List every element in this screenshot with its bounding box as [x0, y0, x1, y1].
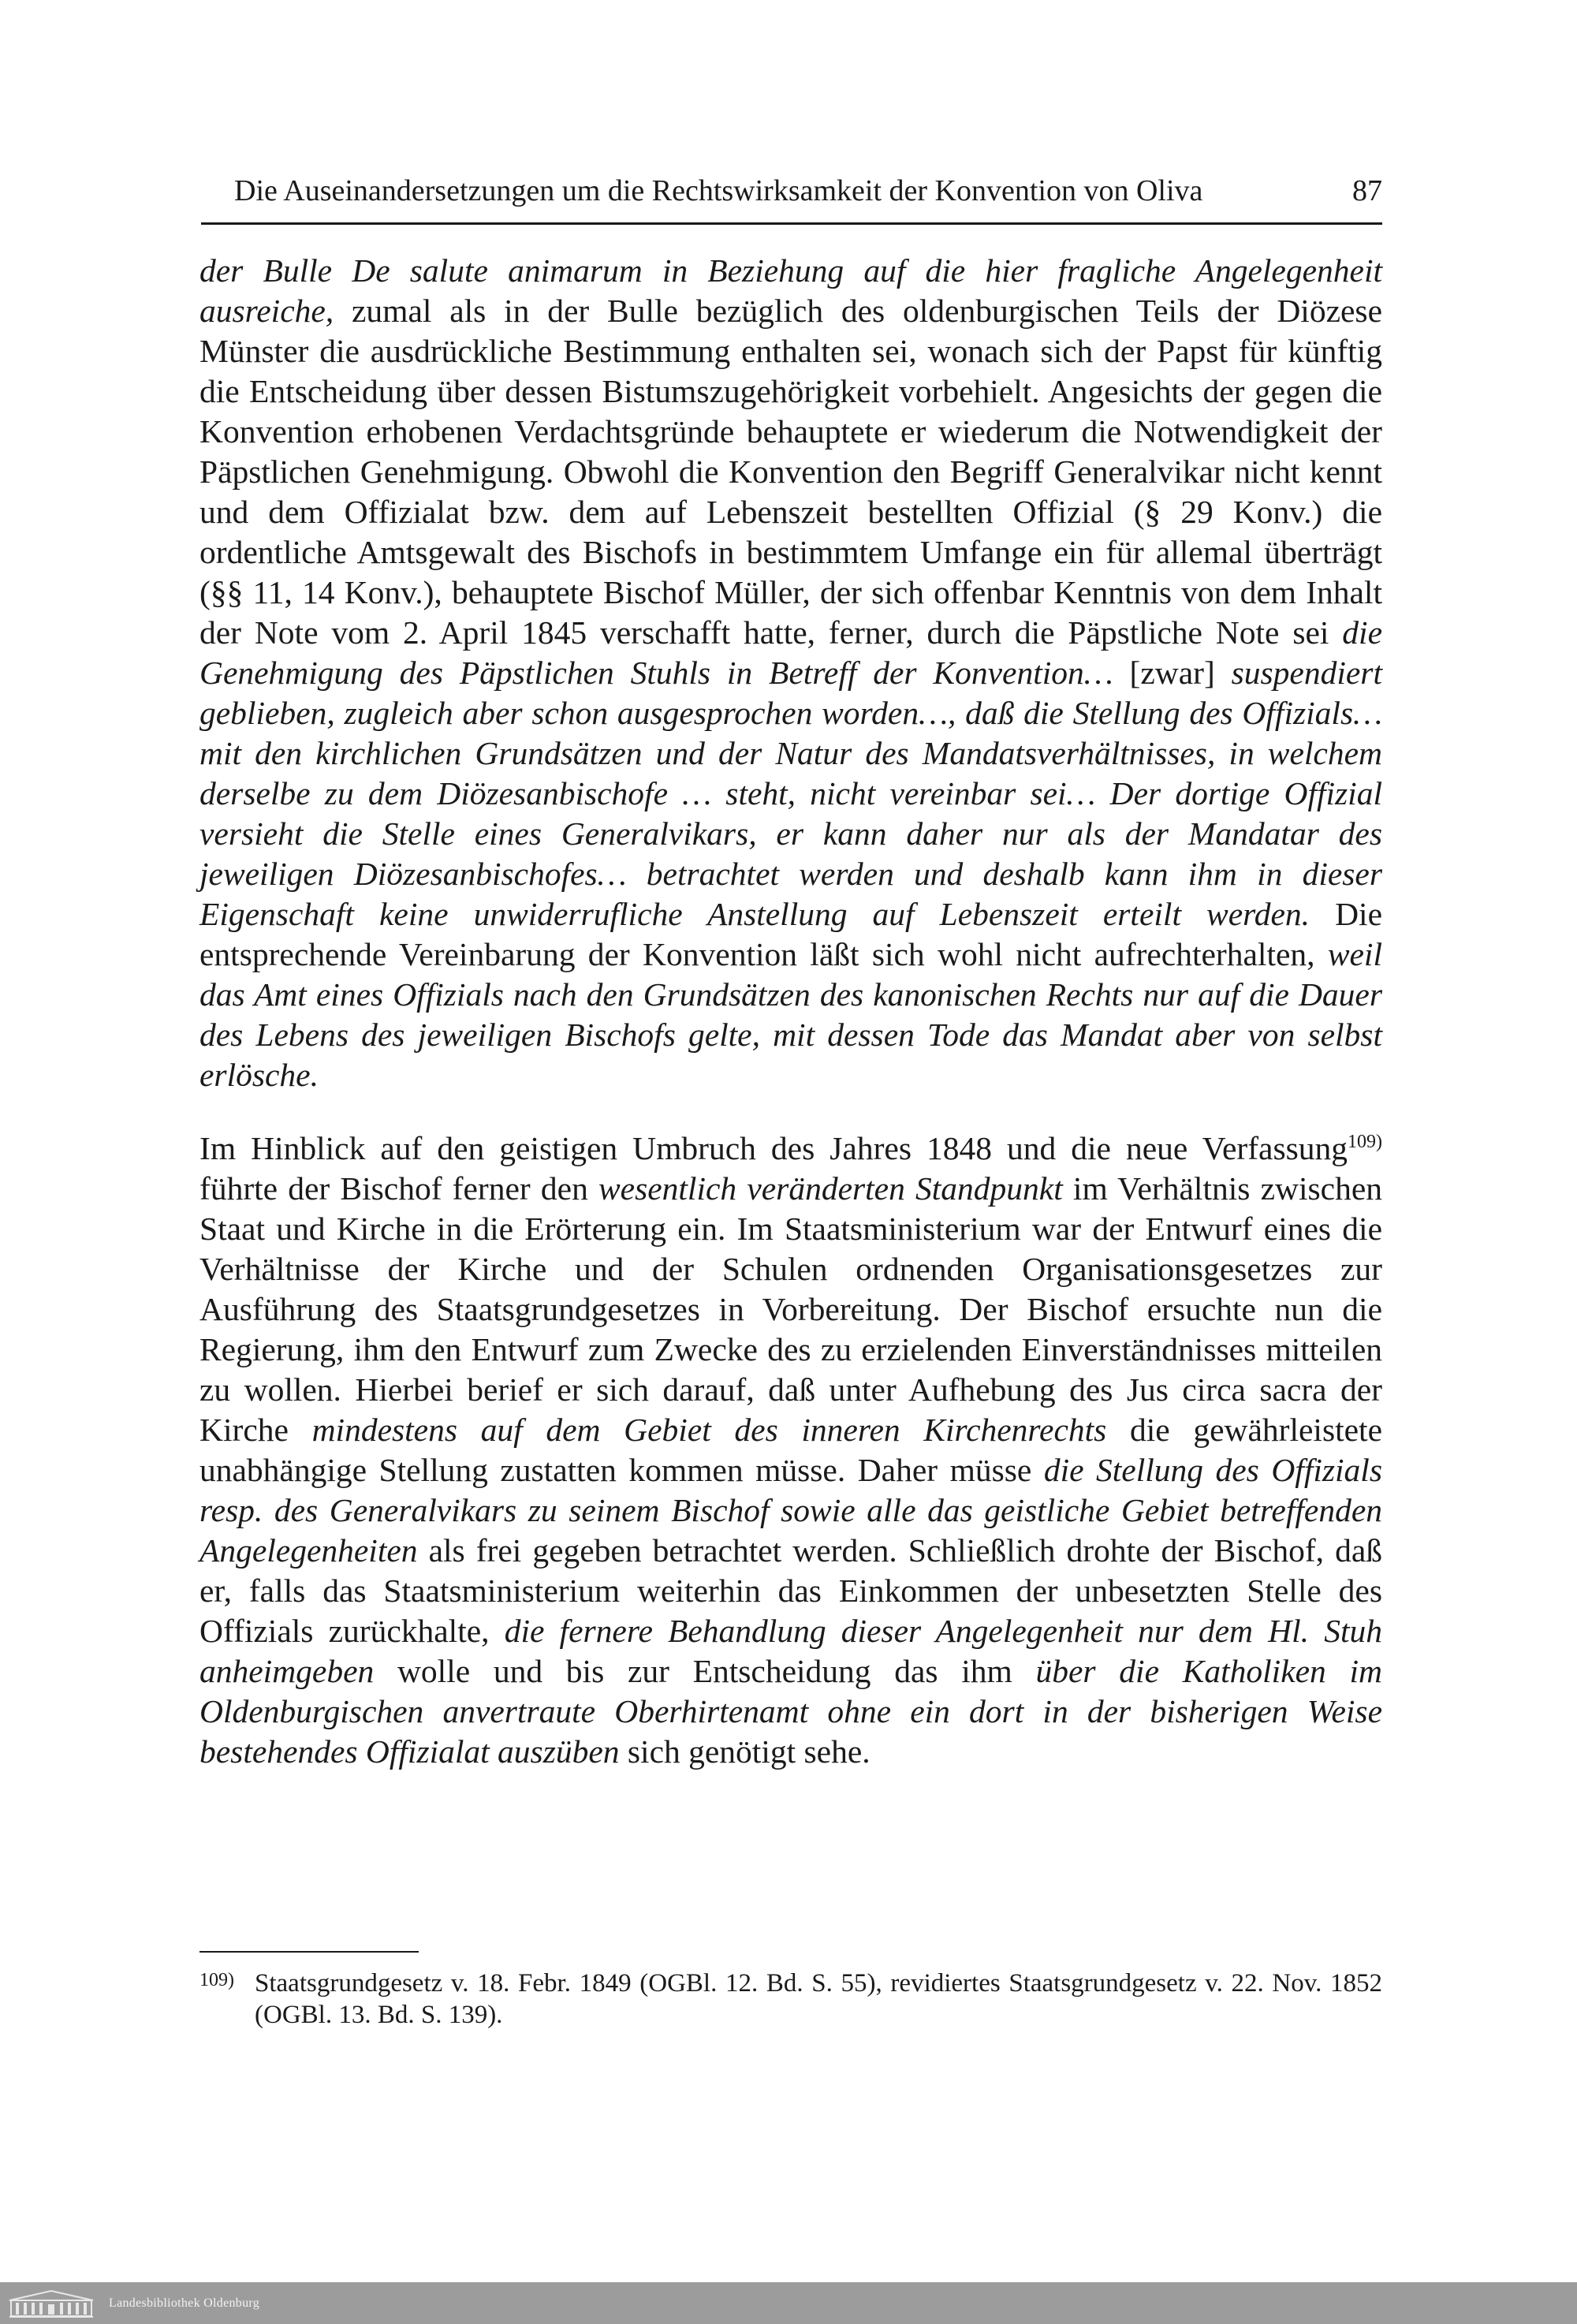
italic-quote: über die Katholiken im Oldenburgischen anvertraute Oberhirtenamt ohne ein dort in der bisherigen Weise bestehendes Offizialat auszüben	[199, 1653, 1382, 1770]
footnote	[199, 1968, 1382, 2031]
text-run: führte der Bischof ferner den	[199, 1170, 598, 1207]
text-run: [zwar]	[1113, 655, 1232, 691]
italic-quote: der Bulle De salute animarum in Beziehung auf die hier fragliche Angelegenheit ausreiche,	[199, 252, 1382, 329]
italic-quote: die Genehmigung des Päpstlichen Stuhls in Betreff der Konvention…	[199, 614, 1382, 691]
italic-quote: wesentlich veränderten Standpunkt	[598, 1170, 1063, 1207]
header-rule	[201, 222, 1382, 225]
running-head-title: Die Auseinandersetzungen um die Rechtswirksamkeit der Konvention von Oliva	[234, 174, 1203, 207]
text-run: Im Hinblick auf den geistigen Umbruch des Jahres 1848 und die neue Verfassung	[199, 1130, 1348, 1166]
text-run: im Verhältnis zwischen Staat und Kirche in die Erörterung ein. Im Staatsministerium war der Entwurf eines die Verhältnisse der Kirche und der Schulen ordnenden Organisationsgesetzes zur Ausführung des Staatsgrundgesetzes in Vorbereitung. Der Bischof ersuchte nun die Regierung, ihm den Entwurf zum Zwecke des zu erzielenden Einverständnisses mitteilen zu wollen. Hierbei berief er sich darauf, daß unter Aufhebung des Jus circa sacra der Kirche	[199, 1170, 1382, 1448]
italic-quote: die fernere Behandlung dieser Angelegenheit nur dem Hl. Stuh anheimgeben	[199, 1613, 1382, 1689]
paragraph-2	[199, 1128, 1382, 1772]
text-run: zumal als in der Bulle bezüglich des oldenburgischen Teils der Diözese Münster die ausdrückliche Bestimmung enthalten sei, wonach sich der Papst für künftig die Entscheidung über dessen Bistumszugehörigkeit vorbehielt. Angesichts der gegen die Konvention erhobenen Verdachtsgründe behauptete er wiederum die Notwendigkeit der Päpstlichen Genehmigung. Obwohl die Konvention den Begriff Generalvikar nicht kennt und dem Offizialat bzw. dem auf Lebenszeit bestellten Offizial (§ 29 Konv.) die ordentliche Amtsgewalt des Bischofs in bestimmtem Umfange ein für allemal überträgt (§§ 11, 14 Konv.), behauptete Bischof Müller, der sich offenbar Kenntnis von dem Inhalt der Note vom 2. April 1845 verschafft hatte, ferner, durch die Päpstliche Note sei	[199, 293, 1382, 651]
footnote-number: 109)	[199, 1970, 234, 1990]
footnote-reference: 109)	[1348, 1132, 1382, 1153]
body-text	[199, 251, 1382, 1772]
library-name: Landesbibliothek Oldenburg	[109, 2296, 260, 2310]
italic-quote: mindestens auf dem Gebiet des inneren Kirchenrechts	[311, 1412, 1107, 1448]
text-run: als frei gegeben betrachtet werden. Schließlich drohte der Bischof, daß er, falls das Staatsministerium weiterhin das Einkommen der unbesetzten Stelle des Offizials zurückhalte,	[199, 1532, 1382, 1649]
italic-quote: suspendiert geblieben, zugleich aber schon ausgesprochen worden…, daß die Stellung des Offizials… mit den kirchlichen Grundsätzen und der Natur des Mandatsverhältnisses, in welchem derselbe zu dem Diözesanbischofe … steht, nicht vereinbar sei… Der dortige Offizial versieht die Stelle eines Generalvikars, er kann daher nur als der Mandatar des jeweiligen Diözesanbischofes… betrachtet werden und deshalb kann ihm in dieser Eigenschaft keine unwiderrufliche Anstellung auf Lebenszeit erteilt werden.	[199, 655, 1382, 932]
footnote-rule	[199, 1951, 419, 1953]
library-footer-bar	[0, 2282, 1577, 2324]
footnote-text: Staatsgrundgesetz v. 18. Febr. 1849 (OGBl. 12. Bd. S. 55), revidiertes Staatsgrundgesetz v. 22. Nov. 1852 (OGBl. 13. Bd. S. 139).	[255, 1969, 1382, 2029]
paragraph-1	[199, 251, 1382, 1095]
text-run: die gewährleistete unabhängige Stellung zustatten kommen müsse. Daher müsse	[199, 1412, 1382, 1488]
library-building-icon	[6, 2288, 96, 2319]
page-number: 87	[1352, 174, 1382, 207]
text-run: sich genötigt sehe.	[619, 1733, 871, 1770]
text-run: wolle und bis zur Entscheidung das ihm	[374, 1653, 1036, 1689]
text-run: Die entsprechende Vereinbarung der Konvention läßt sich wohl nicht aufrechterhalten,	[199, 896, 1382, 972]
italic-quote: die Stellung des Offizials resp. des Generalvikars zu seinem Bischof sowie alle das geistliche Gebiet betreffenden Angelegenheiten	[199, 1452, 1382, 1569]
running-head	[234, 167, 1382, 214]
italic-quote: weil das Amt eines Offizials nach den Grundsätzen des kanonischen Rechts nur auf die Dauer des Lebens des jeweiligen Bischofs gelte, mit dessen Tode das Mandat aber von selbst erlösche.	[199, 936, 1382, 1093]
